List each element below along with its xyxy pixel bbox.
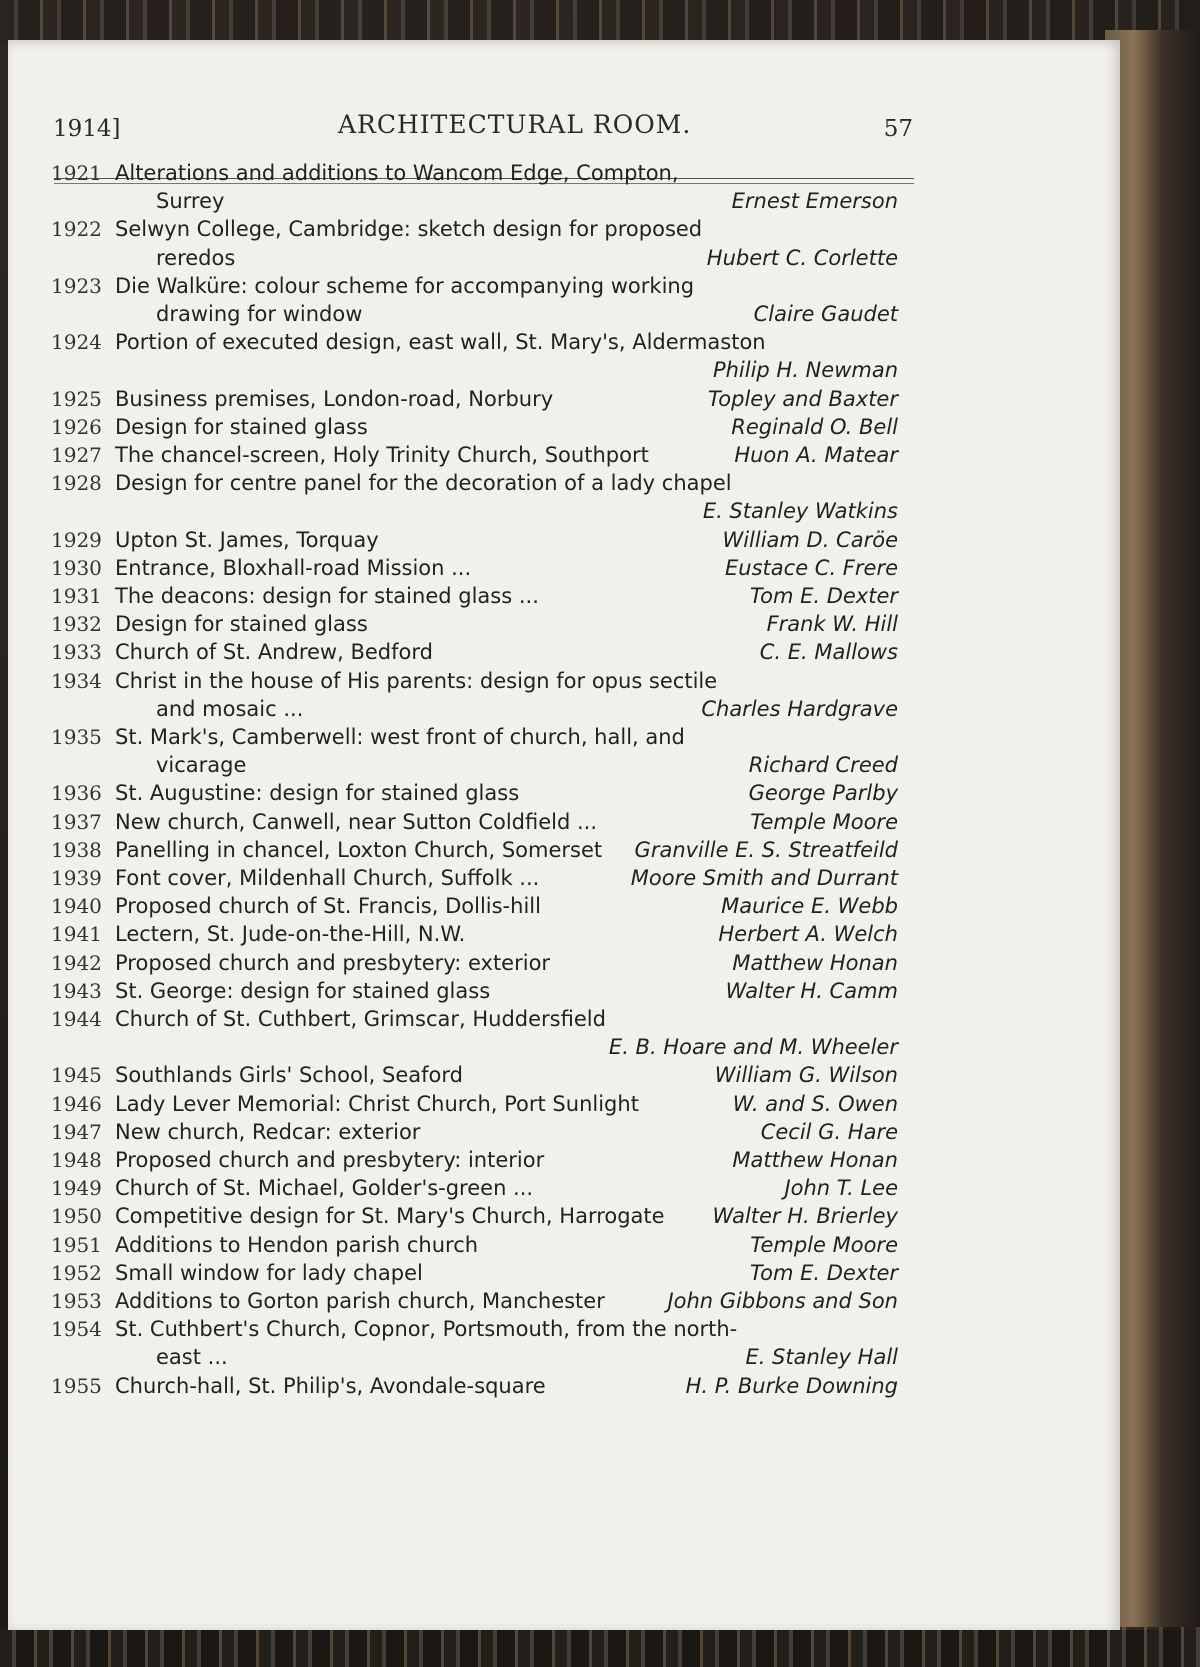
entry-author: George Parlby: [748, 781, 898, 806]
entry-author: Tom E. Dexter: [749, 1260, 898, 1285]
catalogue-entry-continued: [8, 357, 1120, 383]
catalogue-entry: [8, 1006, 1120, 1032]
catalogue-entry: [8, 555, 1120, 581]
entry-title: Design for centre panel for the decoration of a lady chapel: [115, 471, 732, 496]
catalogue-entry-continued: [8, 1344, 1120, 1370]
entry-title: Church of St. Andrew, Bedford: [115, 640, 433, 665]
entry-number: 1937: [51, 809, 102, 834]
entry-number: 1926: [51, 414, 102, 439]
catalogue-entry: [8, 1119, 1120, 1145]
entry-number: 1927: [51, 443, 102, 467]
entry-title: Church of St. Michael, Golder's-green ...: [115, 1176, 534, 1201]
entry-title: Panelling in chancel, Loxton Church, Somerset: [115, 837, 603, 862]
entry-author: E. Stanley Watkins: [702, 499, 898, 524]
catalogue-entry: [8, 1147, 1120, 1173]
entry-title: Lectern, St. Jude-on-the-Hill, N.W.: [115, 922, 466, 947]
entry-author: Granville E. S. Streatfeild: [634, 837, 898, 862]
catalogue-entry: [8, 921, 1120, 947]
entry-number: 1924: [51, 330, 102, 355]
entry-title: The chancel-screen, Holy Trinity Church, Southport: [115, 443, 649, 467]
entry-author: Temple Moore: [750, 1232, 898, 1257]
entry-number: 1950: [51, 1204, 102, 1229]
entry-title: St. George: design for stained glass: [115, 978, 491, 1003]
entry-author: Claire Gaudet: [753, 302, 898, 326]
entry-title: Church of St. Cuthbert, Grimscar, Huddersfield: [115, 1007, 606, 1031]
entry-author: Philip H. Newman: [712, 358, 898, 383]
entry-number: 1929: [51, 527, 102, 552]
catalogue-entry: [8, 837, 1120, 863]
entry-author: William G. Wilson: [714, 1063, 898, 1088]
entry-title: Christ in the house of His parents: design for opus sectile: [115, 668, 718, 693]
catalogue-entry: [8, 1373, 1120, 1399]
entry-author: Herbert A. Welch: [718, 922, 898, 947]
entry-title: Design for stained glass: [115, 414, 368, 439]
entry-number: 1934: [51, 668, 102, 693]
entry-number: 1938: [51, 837, 102, 862]
entry-number: 1930: [51, 555, 102, 580]
catalogue-entry: [8, 1175, 1120, 1201]
entry-author: Charles Hardgrave: [701, 696, 898, 721]
entry-number: 1932: [51, 612, 102, 637]
catalogue-entry: [8, 442, 1120, 468]
entry-number: 1939: [51, 866, 102, 890]
entry-author: W. and S. Owen: [732, 1091, 898, 1116]
entry-title-continued: and mosaic ...: [156, 696, 304, 721]
entry-author: Temple Moore: [750, 809, 898, 834]
entry-title: Entrance, Bloxhall-road Mission ...: [115, 555, 472, 580]
entry-author: Cecil G. Hare: [760, 1119, 898, 1144]
entry-number: 1936: [51, 781, 102, 806]
entry-title-continued: east ...: [156, 1345, 228, 1370]
entry-title: Proposed church and presbytery: interior: [115, 1148, 545, 1172]
entry-title: New church, Canwell, near Sutton Coldfield ...: [115, 809, 598, 834]
entry-author: Reginald O. Bell: [731, 414, 898, 439]
entry-number: 1931: [51, 584, 102, 608]
entry-number: 1940: [51, 894, 102, 919]
catalogue-entry: [8, 414, 1120, 440]
catalogue-entry: [8, 978, 1120, 1004]
entry-author: Matthew Honan: [732, 1148, 898, 1172]
entry-author: E. B. Hoare and M. Wheeler: [608, 1035, 898, 1060]
catalogue-entry: [8, 668, 1120, 694]
catalogue-entry-continued: [8, 301, 1120, 327]
entry-author: Topley and Baxter: [708, 386, 898, 411]
entry-author: Hubert C. Corlette: [706, 245, 898, 270]
entry-title: Competitive design for St. Mary's Church, Harrogate: [115, 1204, 665, 1229]
entry-number: 1935: [51, 725, 102, 749]
entry-author: John T. Lee: [784, 1176, 898, 1201]
entry-number: 1945: [51, 1063, 102, 1088]
entry-number: 1921: [51, 161, 102, 185]
catalogue-entry: [8, 273, 1120, 299]
entry-title: St. Augustine: design for stained glass: [115, 781, 520, 806]
entry-number: 1925: [51, 386, 102, 411]
entry-author: H. P. Burke Downing: [685, 1373, 898, 1398]
header-title: ARCHITECTURAL ROOM.: [338, 110, 692, 139]
entry-number: 1933: [51, 640, 102, 665]
catalogue-entry: [8, 329, 1120, 355]
entry-title: Additions to Hendon parish church: [115, 1232, 479, 1257]
header-year: 1914]: [53, 116, 121, 142]
entry-title: Church-hall, St. Philip's, Avondale-square: [115, 1373, 546, 1398]
catalogue-entry-continued: [8, 1034, 1120, 1060]
catalogue-entry: [8, 1091, 1120, 1117]
entry-title: Die Walküre: colour scheme for accompanying working: [115, 273, 695, 298]
catalogue-entry: [8, 1203, 1120, 1229]
entry-number: 1955: [51, 1373, 102, 1398]
catalogue-entry: [8, 1260, 1120, 1286]
catalogue-entry: [8, 216, 1120, 242]
entry-number: 1922: [51, 217, 102, 242]
entry-number: 1928: [51, 471, 102, 496]
catalogue-entry: [8, 1062, 1120, 1088]
catalogue-entry: [8, 865, 1120, 891]
entry-title: Business premises, London-road, Norbury: [115, 386, 554, 411]
catalogue-entry: [8, 950, 1120, 976]
catalogue-entry: [8, 1288, 1120, 1314]
entry-author: Tom E. Dexter: [749, 584, 898, 608]
entry-number: 1944: [51, 1007, 102, 1031]
entry-number: 1948: [51, 1148, 102, 1172]
entry-title: Selwyn College, Cambridge: sketch design for proposed: [115, 217, 703, 242]
entry-title: Alterations and additions to Wancom Edge, Compton,: [115, 161, 679, 185]
catalogue-entry: [8, 1316, 1120, 1342]
entry-title-continued: Surrey: [156, 189, 225, 214]
catalogue-entries: [8, 40, 1120, 1630]
catalogue-entry: [8, 893, 1120, 919]
entry-author: William D. Caröe: [722, 527, 898, 552]
catalogue-entry: [8, 470, 1120, 496]
entry-title: Design for stained glass: [115, 612, 368, 637]
entry-title: New church, Redcar: exterior: [115, 1119, 421, 1144]
entry-title: Upton St. James, Torquay: [115, 527, 379, 552]
catalogue-entry: [8, 639, 1120, 665]
entry-title: Southlands Girls' School, Seaford: [115, 1063, 463, 1088]
catalogue-entry: [8, 809, 1120, 835]
entry-title: St. Mark's, Camberwell: west front of church, hall, and: [115, 725, 685, 749]
paper-page: [8, 40, 1120, 1630]
entry-title: Lady Lever Memorial: Christ Church, Port Sunlight: [115, 1091, 639, 1116]
catalogue-entry-continued: [8, 245, 1120, 271]
catalogue-entry: [8, 527, 1120, 553]
catalogue-entry: [8, 583, 1120, 609]
catalogue-entry: [8, 724, 1120, 750]
entry-author: Frank W. Hill: [766, 612, 898, 637]
entry-number: 1942: [51, 950, 102, 975]
entry-author: Walter H. Brierley: [712, 1204, 898, 1229]
entry-title: Proposed church and presbytery: exterior: [115, 950, 551, 975]
entry-number: 1941: [51, 922, 102, 947]
entry-author: Maurice E. Webb: [721, 894, 898, 919]
entry-number: 1951: [51, 1232, 102, 1257]
catalogue-entry: [8, 160, 1120, 186]
catalogue-entry-continued: [8, 188, 1120, 214]
entry-title: St. Cuthbert's Church, Copnor, Portsmouth, from the north-: [115, 1317, 738, 1342]
catalogue-entry: [8, 780, 1120, 806]
entry-number: 1954: [51, 1317, 102, 1342]
book-binding-bottom: [0, 1627, 1200, 1667]
entry-title: Font cover, Mildenhall Church, Suffolk ...: [115, 866, 540, 890]
catalogue-entry: [8, 386, 1120, 412]
page-number: 57: [883, 116, 913, 142]
catalogue-entry-continued: [8, 696, 1120, 722]
entry-title-continued: drawing for window: [156, 302, 363, 326]
entry-author: Matthew Honan: [732, 950, 898, 975]
entry-number: 1949: [51, 1176, 102, 1201]
entry-number: 1923: [51, 273, 102, 298]
entry-title: Portion of executed design, east wall, St. Mary's, Aldermaston: [115, 330, 766, 355]
entry-author: Walter H. Camm: [725, 978, 898, 1003]
entry-author: C. E. Mallows: [759, 640, 898, 665]
entry-title: Additions to Gorton parish church, Manchester: [115, 1289, 605, 1313]
entry-number: 1946: [51, 1091, 102, 1116]
entry-title-continued: reredos: [156, 245, 236, 270]
entry-author: E. Stanley Hall: [745, 1345, 898, 1370]
entry-title-continued: vicarage: [156, 753, 247, 778]
catalogue-entry-continued: [8, 498, 1120, 524]
entry-author: Huon A. Matear: [734, 443, 898, 467]
entry-number: 1952: [51, 1260, 102, 1285]
entry-author: John Gibbons and Son: [667, 1289, 898, 1313]
entry-author: Richard Creed: [748, 753, 898, 778]
catalogue-entry: [8, 611, 1120, 637]
entry-number: 1943: [51, 978, 102, 1003]
entry-title: The deacons: design for stained glass ...: [115, 584, 539, 608]
entry-author: Eustace C. Frere: [725, 555, 898, 580]
entry-number: 1953: [51, 1289, 102, 1313]
catalogue-entry-continued: [8, 752, 1120, 778]
catalogue-entry: [8, 1232, 1120, 1258]
entry-author: Moore Smith and Durrant: [630, 866, 898, 890]
entry-title: Small window for lady chapel: [115, 1260, 423, 1285]
entry-author: Ernest Emerson: [731, 189, 898, 214]
book-binding-top: [0, 0, 1200, 44]
entry-number: 1947: [51, 1119, 102, 1144]
entry-title: Proposed church of St. Francis, Dollis-hill: [115, 894, 541, 919]
